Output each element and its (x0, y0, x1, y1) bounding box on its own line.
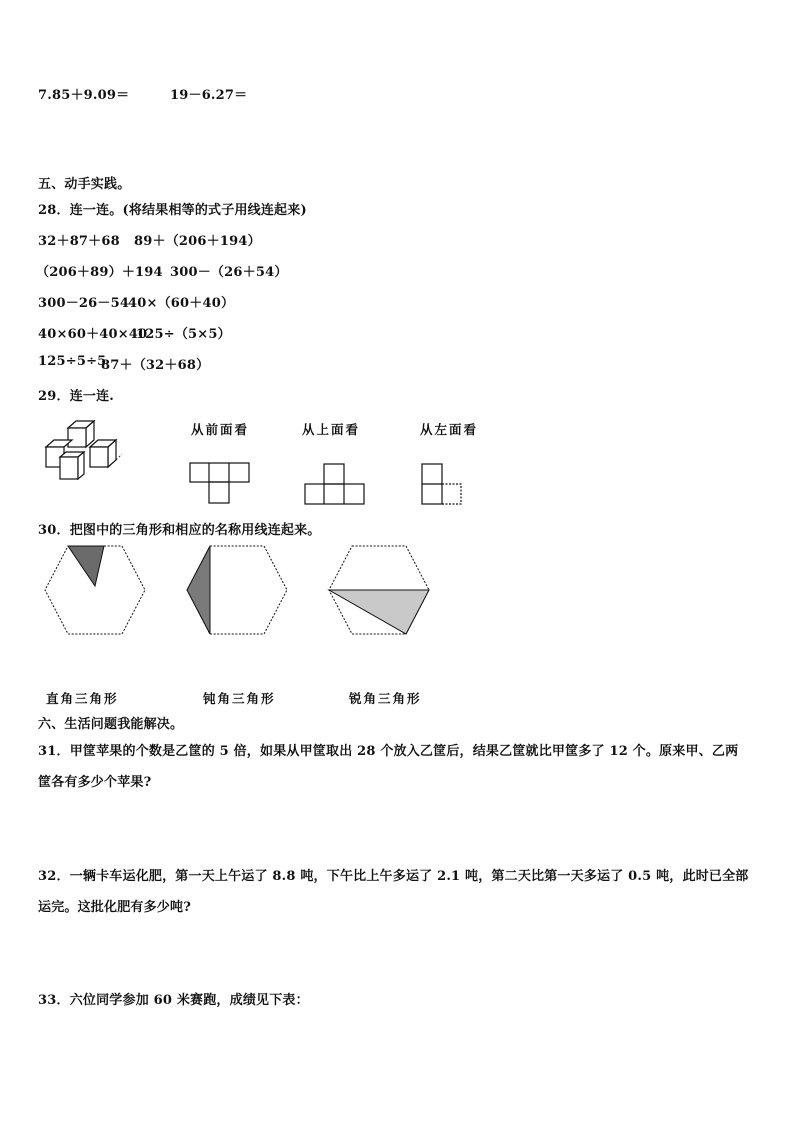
q28-left-3: 300－26－54 (38, 296, 130, 311)
cube-solid-figure (42, 414, 132, 490)
q31-line-2: 筐各有多少个苹果? (38, 775, 152, 790)
q29-title: 29．连一连. (38, 389, 115, 404)
top-view-figure (304, 463, 366, 505)
q28-left-4: 40×60＋40×40 (38, 327, 148, 342)
calc-expression-2: 19－6.27＝ (170, 88, 248, 103)
section-5-title: 五、动手实践。 (38, 177, 131, 192)
q31-line-1: 31．甲筐苹果的个数是乙筐的 5 倍，如果从甲筐取出 28 个放入乙筐后，结果乙筐就比甲筐多了 12 个。原来甲、乙两 (38, 744, 739, 759)
q28-right-1: 89＋（206＋194） (134, 234, 261, 249)
triangle-label-right: 直角三角形 (46, 691, 119, 706)
hexagon-figure-3 (327, 544, 431, 636)
view-label-left: 从左面看 (420, 422, 479, 437)
view-label-front: 从前面看 (191, 422, 250, 437)
q28-right-4: 125÷（5×5） (136, 327, 231, 342)
triangle-label-obtuse: 钝角三角形 (203, 691, 276, 706)
q30-title: 30．把图中的三角形和相应的名称用线连起来。 (38, 523, 321, 538)
q28-left-2: （206＋89）＋194 (36, 265, 163, 280)
calc-expression-1: 7.85＋9.09＝ (38, 88, 130, 103)
q28-title: 28．连一连。(将结果相等的式子用线连起来) (38, 203, 307, 218)
view-label-top: 从上面看 (302, 422, 361, 437)
hexagon-figure-2 (185, 544, 289, 636)
q28-left-5: 125÷5÷5 (38, 354, 107, 369)
q33-line-1: 33．六位同学参加 60 米赛跑，成绩见下表： (38, 993, 309, 1008)
q28-right-3: 40×（60＋40） (128, 296, 235, 311)
q32-line-2: 运完。这批化肥有多少吨? (38, 900, 192, 915)
q28-right-2: 300－（26＋54） (170, 265, 288, 280)
q28-left-1: 32＋87＋68 (38, 234, 120, 249)
left-view-figure (421, 463, 465, 505)
hexagon-figure-1 (43, 544, 147, 636)
triangle-label-acute: 锐角三角形 (349, 691, 422, 706)
q32-line-1: 32．一辆卡车运化肥，第一天上午运了 8.8 吨，下午比上午多运了 2.1 吨，第二天比第一天多运了 0.5 吨，此时已全部 (38, 869, 749, 884)
q28-right-5: 87＋（32＋68） (101, 358, 210, 373)
section-6-title: 六、生活问题我能解决。 (38, 717, 184, 732)
front-view-figure (189, 462, 251, 504)
